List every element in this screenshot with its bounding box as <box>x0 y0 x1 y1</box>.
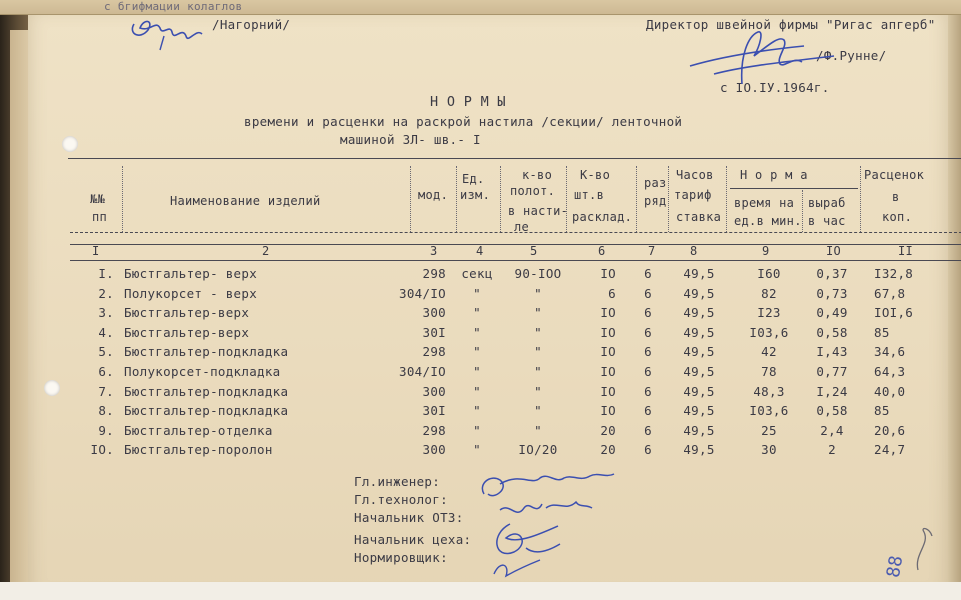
table-cell-output: 2,4 <box>820 422 844 438</box>
col-unit-header: Ед. <box>462 172 485 186</box>
table-cell-n: 8. <box>98 403 114 419</box>
table-cell-name: Бюстгальтер-отделка <box>124 422 273 438</box>
table-cell-price: 85 <box>874 403 890 419</box>
col-price-header: Расценок <box>864 168 925 182</box>
table-cell-pieces: IO <box>600 305 616 321</box>
table-cell-rate: 49,5 <box>683 442 715 458</box>
col-plies-header-3: в насти- <box>508 204 569 218</box>
table-cell-unit: " <box>473 383 481 399</box>
col-sep <box>668 166 669 232</box>
col-price-header-3: коп. <box>882 210 913 224</box>
table-cell-time: 25 <box>761 422 777 438</box>
table-cell-unit: " <box>473 403 481 419</box>
table-cell-output: 2 <box>828 442 836 458</box>
table-cell-output: 0,73 <box>816 285 848 301</box>
table-cell-n: 9. <box>98 422 114 438</box>
table-cell-output: 0,58 <box>816 403 848 419</box>
table-cell-pieces: 6 <box>608 285 616 301</box>
approval-date: с IO.IУ.1964г. <box>720 80 830 95</box>
table-cell-n: 5. <box>98 344 114 360</box>
table-cell-time: 30 <box>761 442 777 458</box>
table-cell-output: I,24 <box>816 383 848 399</box>
table-cell-model: 298 <box>422 422 446 438</box>
table-cell-pieces: IO <box>600 324 616 340</box>
table-cell-rate: 49,5 <box>683 383 715 399</box>
table-cell-plies: " <box>534 383 542 399</box>
table-cell-model: 298 <box>422 266 446 281</box>
table-cell-plies: " <box>534 364 542 379</box>
handwritten-signatures <box>470 464 630 584</box>
table-cell-grade: 6 <box>644 383 652 399</box>
index-cell: 3 <box>430 244 438 258</box>
table-cell-price: 24,7 <box>874 442 906 458</box>
table-cell-unit: " <box>473 324 481 340</box>
col-sep <box>566 166 567 232</box>
table-cell-unit: секц <box>461 266 493 281</box>
index-cell: 2 <box>262 244 270 258</box>
table-cell-rate: 49,5 <box>683 285 715 301</box>
scan-bottom-margin <box>0 582 961 600</box>
col-rate-header-2: тариф <box>674 188 712 202</box>
table-cell-plies: " <box>534 285 542 301</box>
col-price-header-2: в <box>892 190 900 204</box>
table-cell-name: Бюстгальтер-подкладка <box>124 383 289 399</box>
index-cell: 9 <box>762 244 770 258</box>
col-plies-header-2: полот. <box>510 184 556 198</box>
table-cell-name: Полукорсет-подкладка <box>124 364 281 379</box>
table-cell-plies: IO/20 <box>518 442 558 458</box>
col-norm-output-header-2: в час <box>808 214 846 228</box>
table-cell-plies: " <box>534 305 542 321</box>
table-cell-price: 34,6 <box>874 344 906 360</box>
table-cell-plies: " <box>534 422 542 438</box>
table-cell-time: I60 <box>757 266 781 281</box>
col-rate-header: Часов <box>676 168 714 182</box>
table-cell-output: I,43 <box>816 344 848 360</box>
col-norm-time-header: время на <box>734 196 795 210</box>
table-cell-grade: 6 <box>644 422 652 438</box>
norm-group-rule <box>730 188 858 189</box>
table-cell-unit: " <box>473 285 481 301</box>
table-cell-unit: " <box>473 305 481 321</box>
col-sep <box>860 166 861 232</box>
table-cell-pieces: IO <box>600 364 616 379</box>
table-cell-price: 20,6 <box>874 422 906 438</box>
col-unit-header-2: изм. <box>460 188 491 202</box>
doc-subtitle-2: машиной ЗЛ- шв.- I <box>340 132 481 147</box>
table-cell-time: 78 <box>761 364 777 379</box>
table-cell-price: 40,0 <box>874 383 906 399</box>
table-cell-pieces: IO <box>600 383 616 399</box>
table-cell-n: 2. <box>98 285 114 301</box>
table-cell-time: 42 <box>761 344 777 360</box>
table-cell-name: Бюстгальтер-поролон <box>124 442 273 458</box>
col-grade-header: раз <box>644 176 667 190</box>
col-sep <box>456 166 457 232</box>
table-cell-rate: 49,5 <box>683 305 715 321</box>
page-number: 88 <box>882 553 908 580</box>
table-cell-rate: 49,5 <box>683 324 715 340</box>
sig-label-chief-engineer: Гл.инженер: <box>354 474 441 489</box>
table-cell-grade: 6 <box>644 324 652 340</box>
table-cell-model: 30I <box>422 403 446 419</box>
table-cell-rate: 49,5 <box>683 344 715 360</box>
table-cell-name: Бюстгальтер-верх <box>124 324 250 340</box>
table-cell-price: IOI,6 <box>874 305 914 321</box>
table-cell-model: 300 <box>422 383 446 399</box>
col-pieces-header: К-во <box>580 168 611 182</box>
col-rate-header-3: ставка <box>676 210 722 224</box>
table-cell-model: 300 <box>422 442 446 458</box>
index-cell: 6 <box>598 244 606 258</box>
table-cell-time: I23 <box>757 305 781 321</box>
col-sep <box>410 166 411 232</box>
sig-label-head-shop: Начальник цеха: <box>354 532 472 547</box>
col-model-header: мод. <box>418 188 449 202</box>
table-cell-time: 48,3 <box>753 383 785 399</box>
table-cell-grade: 6 <box>644 442 652 458</box>
col-sep <box>726 166 727 232</box>
table-cell-model: 300 <box>422 305 446 321</box>
col-norm-output-header: выраб <box>808 196 846 210</box>
index-bottom-rule <box>70 260 961 261</box>
table-cell-unit: " <box>473 344 481 360</box>
col-sep <box>122 166 123 232</box>
table-cell-grade: 6 <box>644 364 652 379</box>
table-cell-pieces: 20 <box>600 442 616 458</box>
doc-subtitle: времени и расценки на раскрой настила /секции/ ленточной <box>244 114 683 129</box>
page-stack-edge <box>948 8 961 583</box>
table-cell-model: 304/IO <box>399 364 446 379</box>
director-title: Директор швейной фирмы "Ригас апгерб" <box>646 17 936 32</box>
table-cell-n: IO. <box>90 442 114 458</box>
approval-left-name: /Нагорний/ <box>212 17 291 32</box>
approval-top-left: с бгифмации колаглов <box>104 0 243 13</box>
table-cell-pieces: IO <box>600 344 616 360</box>
table-cell-name: Полукорсет - верх <box>124 285 258 301</box>
table-cell-unit: " <box>473 442 481 458</box>
table-cell-model: 298 <box>422 344 446 360</box>
table-cell-rate: 49,5 <box>683 364 715 379</box>
table-cell-plies: " <box>534 324 542 340</box>
left-approval-signature <box>126 10 216 52</box>
index-cell: 4 <box>476 244 484 258</box>
table-cell-output: 0,77 <box>816 364 848 379</box>
table-cell-time: 82 <box>761 285 777 301</box>
col-grade-header-2: ряд <box>644 194 667 208</box>
punch-hole <box>44 380 60 396</box>
sig-label-head-ots: Начальник ОТЗ: <box>354 510 464 525</box>
table-cell-plies: 90-IOO <box>514 266 562 281</box>
index-cell: IO <box>826 244 842 258</box>
table-cell-rate: 49,5 <box>683 422 715 438</box>
table-cell-n: 7. <box>98 383 114 399</box>
col-num-label: №№ <box>90 192 106 206</box>
table-cell-time: I03,6 <box>749 324 789 340</box>
table-cell-pieces: 20 <box>600 422 616 438</box>
table-cell-grade: 6 <box>644 285 652 301</box>
col-sep <box>636 166 637 232</box>
table-cell-plies: " <box>534 344 542 360</box>
table-cell-model: 304/IO <box>399 285 446 301</box>
table-cell-pieces: IO <box>600 266 616 281</box>
table-cell-unit: " <box>473 364 481 379</box>
director-name: /Ф.Рунне/ <box>816 48 887 63</box>
table-cell-output: 0,37 <box>816 266 848 281</box>
col-name-header: Наименование изделий <box>170 194 321 208</box>
col-sep <box>500 166 501 232</box>
table-cell-n: I. <box>98 266 114 281</box>
table-cell-n: 3. <box>98 305 114 321</box>
sig-label-rate-setter: Нормировщик: <box>354 550 448 565</box>
col-num-label-2: пп <box>92 210 108 224</box>
table-top-rule <box>68 158 961 159</box>
table-cell-grade: 6 <box>644 305 652 321</box>
director-signature <box>684 26 844 96</box>
index-cell: 5 <box>530 244 538 258</box>
col-sep <box>802 190 803 232</box>
table-cell-price: 64,3 <box>874 364 906 379</box>
table-cell-unit: " <box>473 422 481 438</box>
table-cell-plies: " <box>534 403 542 419</box>
table-cell-name: Бюстгальтер-верх <box>124 305 250 321</box>
col-norm-time-header-2: ед.в мин. <box>734 214 802 228</box>
table-cell-name: Бюстгальтер-подкладка <box>124 344 289 360</box>
index-cell: II <box>898 244 914 258</box>
table-cell-price: I32,8 <box>874 266 914 281</box>
index-cell: 7 <box>648 244 656 258</box>
table-cell-output: 0,49 <box>816 305 848 321</box>
table-cell-pieces: IO <box>600 403 616 419</box>
table-cell-output: 0,58 <box>816 324 848 340</box>
col-plies-header-4: ле <box>514 220 530 234</box>
table-cell-n: 6. <box>98 364 114 379</box>
table-cell-model: 30I <box>422 324 446 340</box>
table-cell-grade: 6 <box>644 344 652 360</box>
table-cell-grade: 6 <box>644 403 652 419</box>
sig-label-chief-technologist: Гл.технолог: <box>354 492 448 507</box>
table-cell-name: Бюстгальтер-подкладка <box>124 403 289 419</box>
punch-hole <box>62 136 78 152</box>
col-pieces-header-3: расклад. <box>572 210 633 224</box>
table-cell-n: 4. <box>98 324 114 340</box>
table-cell-name: Бюстгальтер- верх <box>124 266 258 281</box>
page-number-mark <box>910 524 940 574</box>
table-cell-time: I03,6 <box>749 403 789 419</box>
doc-title: Н О Р М Ы <box>430 94 506 110</box>
table-cell-price: 67,8 <box>874 285 906 301</box>
table-cell-grade: 6 <box>644 266 652 281</box>
table-cell-price: 85 <box>874 324 890 340</box>
index-cell: I <box>92 244 100 258</box>
col-pieces-header-2: шт.в <box>574 188 605 202</box>
table-cell-rate: 49,5 <box>683 266 715 281</box>
col-plies-header: к-во <box>522 168 553 182</box>
table-cell-rate: 49,5 <box>683 403 715 419</box>
index-cell: 8 <box>690 244 698 258</box>
col-norm-group-header: Н о р м а <box>740 168 808 182</box>
